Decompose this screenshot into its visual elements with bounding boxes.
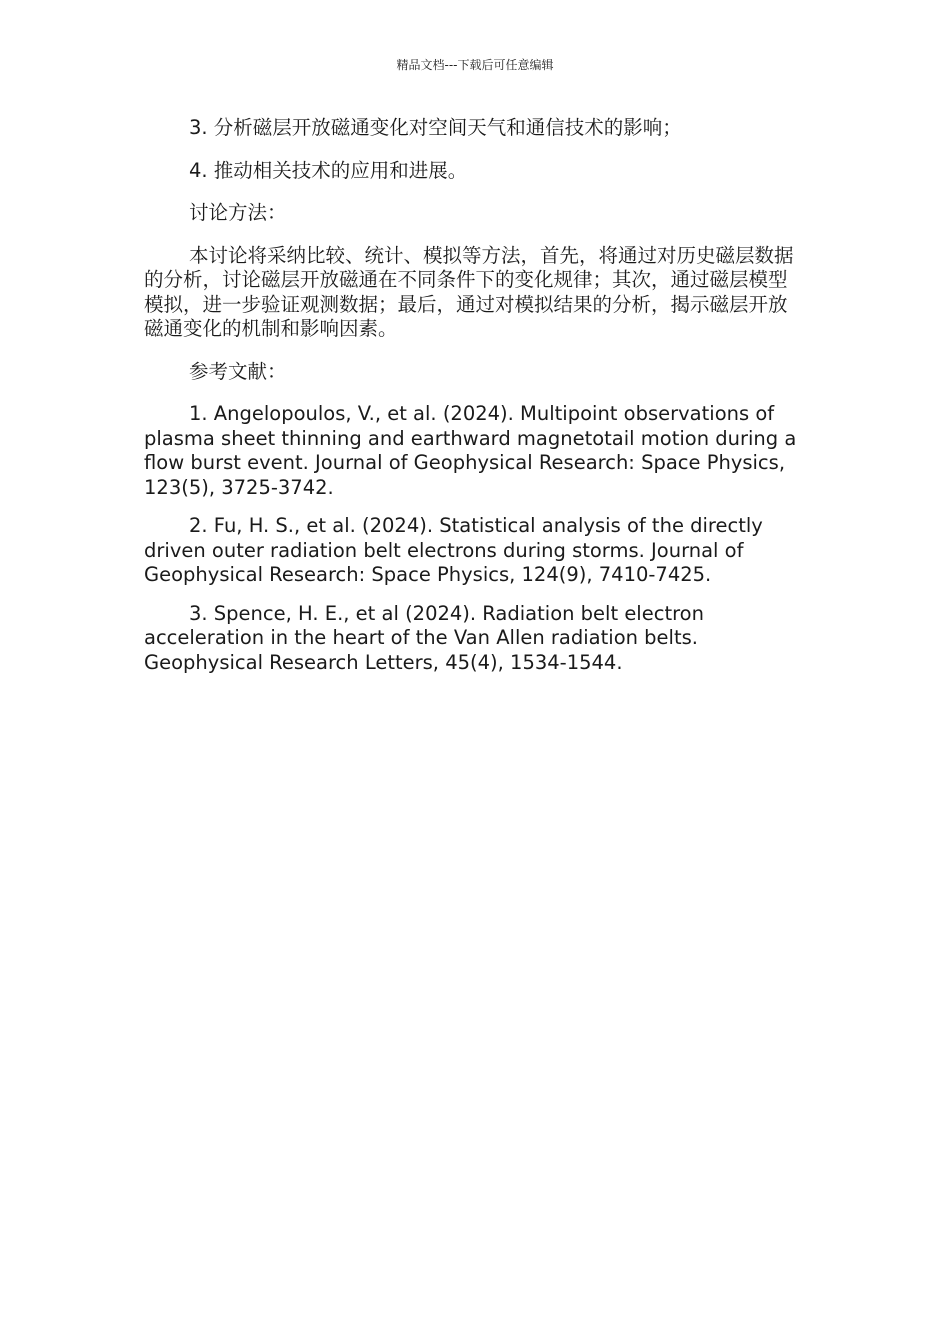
- page-header: 精品文档---下载后可任意编辑: [396, 58, 554, 72]
- objective-item-3: 3. 分析磁层开放磁通变化对空间天气和通信技术的影响；: [189, 116, 682, 139]
- methods-paragraph: 本讨论将采纳比较、统计、模拟等方法，首先，将通过对历史磁层数据的分析，讨论磁层开放磁通在不同条件下的变化规律；其次，通过磁层模型模拟，进一步验证观测数据；最后，通过对模拟结果的分析，揭示磁层开放磁通变化的机制和影响因素。: [144, 243, 794, 340]
- reference-item-2: 2. Fu, H. S., et al. (2024). Statistical analysis of the directly driven outer radiation belt electrons during storms. Journal of Geophysical Research: Space Physics, 124(9), 7410-7425.: [144, 514, 763, 586]
- reference-item-3: 3. Spence, H. E., et al (2024). Radiation belt electron acceleration in the heart of the Van Allen radiation belts. Geophysical Research Letters, 45(4), 1534-1544.: [144, 601, 704, 674]
- objective-item-4: 4. 推动相关技术的应用和进展。: [189, 158, 468, 182]
- reference-item-1: 1. Angelopoulos, V., et al. (2024). Multipoint observations of plasma sheet thinning and earthward magnetotail motion during a flow burst event. Journal of Geophysical Research: Space Physics, 123(5), 3725-3742.: [144, 402, 797, 499]
- methods-heading: 讨论方法：: [189, 201, 287, 224]
- document-body: [144, 116, 804, 689]
- references-heading: 参考文献：: [189, 359, 287, 383]
